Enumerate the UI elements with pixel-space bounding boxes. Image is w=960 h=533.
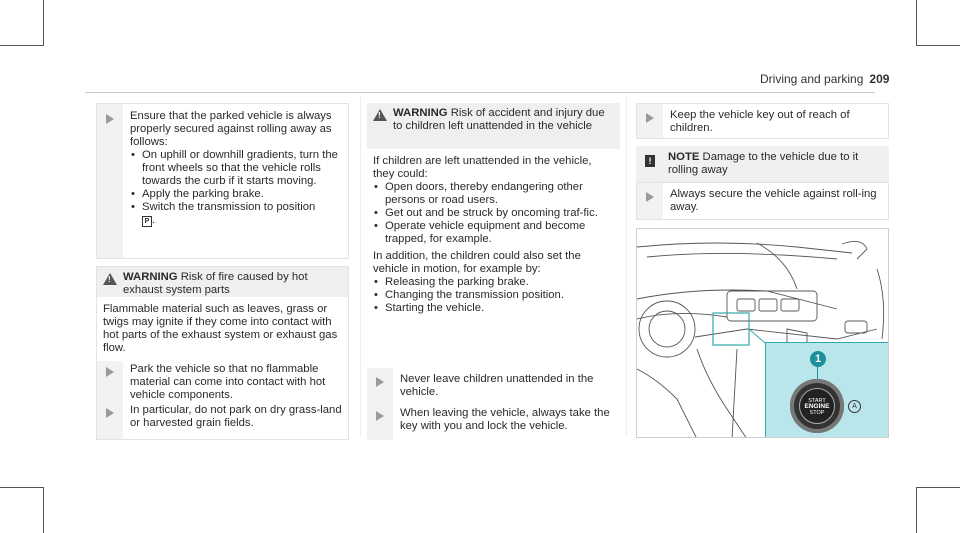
warning-step-1: Never leave children unattended in the vehicle. (400, 373, 594, 398)
children-warning-box (367, 103, 620, 440)
step-arrow-icon (106, 408, 114, 418)
start-button-inset (765, 342, 889, 438)
step-bar (97, 104, 123, 258)
crop-mark (43, 487, 44, 533)
crop-mark (43, 0, 44, 46)
bullet-item: • Apply the parking brake. (130, 188, 342, 201)
bullet-item: • Switch the transmission to position P . (130, 201, 342, 227)
step-lead: Ensure that the parked vehicle is always properly secured against rolling away as follows: (130, 110, 332, 148)
bullet-text: Switch the transmission to position (142, 201, 316, 213)
warning-step-1: Park the vehicle so that no flammable material can come into contact with hot vehicle components. (130, 363, 326, 401)
button-text-stop: STOP (809, 410, 825, 416)
warning-body: Flammable material such as leaves, grass or twigs may ignite if they come into contact with hot parts of the exhaust system or exhaust gas flow. (103, 303, 338, 354)
cockpit-illustration (636, 228, 889, 438)
warning-title (393, 107, 613, 133)
warning-title-text: Risk of fire caused by hot exhaust system parts (123, 271, 308, 296)
crop-mark (916, 45, 960, 46)
column-divider (626, 96, 627, 436)
warning-label: WARNING (393, 107, 448, 119)
button-text-start: START (808, 398, 826, 404)
gear-p-icon: P (142, 216, 152, 227)
bullet-item: • Starting the vehicle. (373, 302, 613, 315)
callout-1-badge: 1 (810, 351, 826, 367)
bullet-item: • On uphill or downhill gradients, turn the front wheels so that the vehicle rolls towards the curb if it starts moving. (130, 149, 342, 188)
step-arrow-icon (376, 411, 384, 421)
bullet-item: • Get out and be struck by oncoming traf-fic. (373, 207, 613, 220)
header-rule (85, 92, 875, 93)
warning-header (97, 267, 348, 297)
warning-body (373, 155, 613, 315)
key-step-text: Keep the vehicle key out of reach of children. (670, 109, 850, 134)
warning-triangle-icon (373, 109, 387, 121)
crop-mark (916, 487, 917, 533)
crop-mark (916, 0, 917, 46)
note-box (636, 146, 889, 182)
secure-step-box (636, 182, 889, 220)
section-title: Driving and parking (760, 72, 864, 86)
page-header (760, 72, 889, 86)
bullet-item: • Open doors, thereby endangering other persons or road users. (373, 181, 613, 207)
warning-header (367, 103, 620, 149)
warning-step-2: When leaving the vehicle, always take the key with you and lock the vehicle. (400, 407, 610, 432)
note-title (668, 151, 882, 177)
warning-label: WARNING (123, 271, 178, 283)
note-title-text: Damage to the vehicle due to it rolling away (668, 151, 859, 176)
button-text-engine: ENGINE (804, 403, 830, 410)
warning-title-text: Risk of accident and injury due to children left unattended in the vehicle (393, 107, 605, 132)
crop-mark (0, 487, 44, 488)
bullet-item: • Changing the transmission position. (373, 289, 613, 302)
fire-warning-box (96, 266, 349, 440)
note-exclamation-icon: ! (645, 155, 655, 167)
step-arrow-icon (106, 114, 114, 124)
crop-mark (916, 487, 960, 488)
auto-start-stop-icon: A (848, 400, 861, 413)
secure-step-text: Always secure the vehicle against roll-ing away. (670, 188, 877, 213)
warning-step-2: In particular, do not park on dry grass-land or harvested grain fields. (130, 404, 342, 429)
warning-mid: In addition, the children could also set the vehicle in motion, for example by: (373, 250, 581, 275)
step-arrow-icon (646, 192, 654, 202)
page-number: 209 (869, 72, 890, 86)
start-button-face (799, 388, 835, 424)
start-engine-stop-button (790, 379, 844, 433)
warning-intro: If children are left unattended in the vehicle, they could: (373, 155, 592, 180)
bullet-item: • Operate vehicle equipment and become trapped, for example. (373, 220, 613, 246)
step-arrow-icon (106, 367, 114, 377)
step-content (130, 110, 342, 227)
step-arrow-icon (376, 377, 384, 387)
note-label: NOTE (668, 151, 700, 163)
column-divider (360, 96, 361, 436)
warning-title (123, 271, 343, 297)
crop-mark (0, 45, 44, 46)
step-arrow-icon (646, 113, 654, 123)
bullet-item: • Releasing the parking brake. (373, 276, 613, 289)
key-step-box (636, 103, 889, 139)
warning-triangle-icon (103, 273, 117, 285)
secure-vehicle-steps (96, 103, 349, 259)
